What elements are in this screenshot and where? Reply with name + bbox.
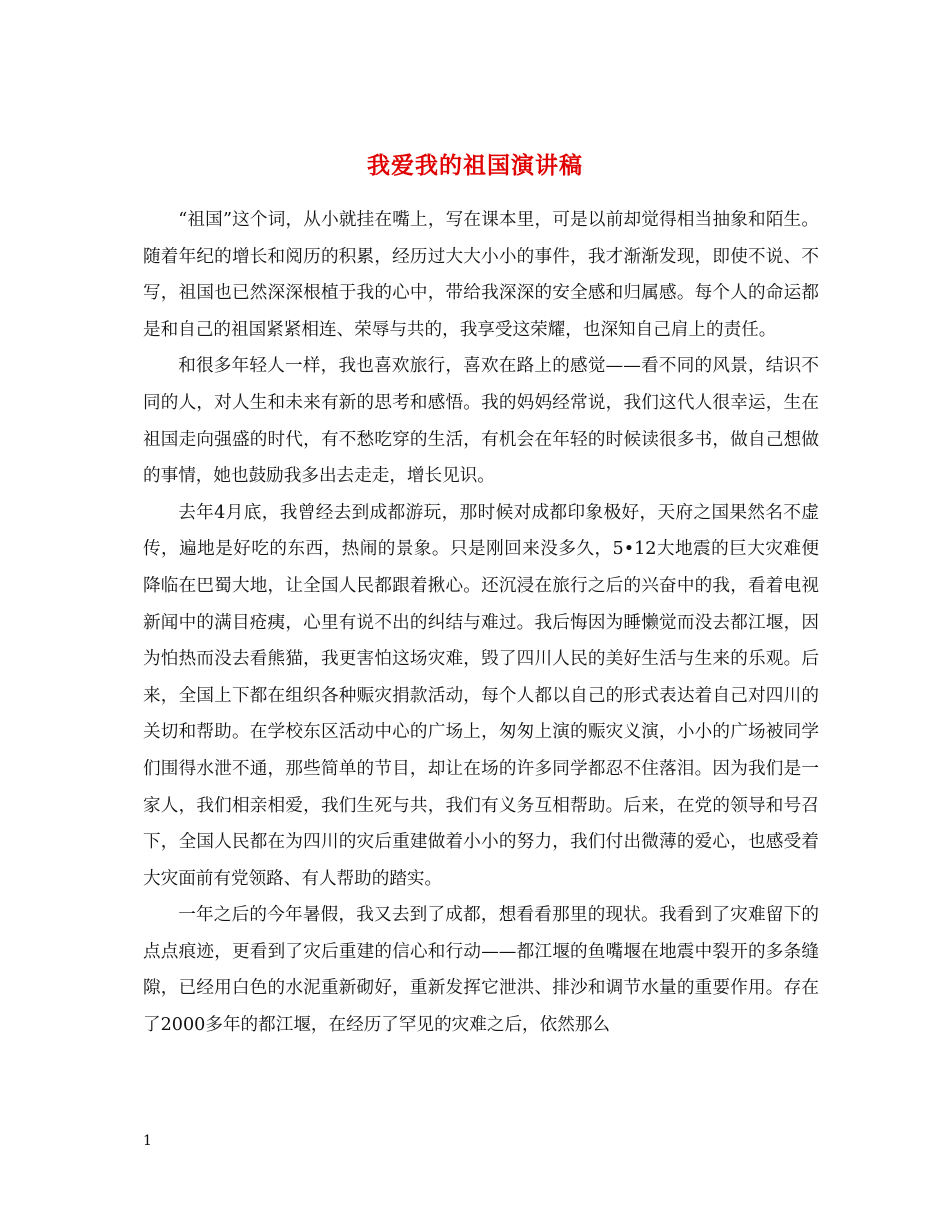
paragraph: 一年之后的今年暑假，我又去到了成都，想看看那里的现状。我看到了灾难留下的点点痕迹，更看到了灾后重建的信心和行动——都江堰的鱼嘴堰在地震中裂开的多条缝隙，已经用白色的水泥重新砌好，重新发挥它泄洪、排沙和调节水量的重要作用。存在了2000多年的都江堰，在经历了罕见的灾难之后，依然那么 (143, 905, 819, 1036)
document-title: 我爱我的祖国演讲稿 (367, 152, 583, 180)
paragraph: “祖国”这个词，从小就挂在嘴上，写在课本里，可是以前却觉得相当抽象和陌生。随着年纪的增长和阅历的积累，经历过大大小小的事件，我才渐渐发现，即使不说、不写，祖国也已然深深根植于我的心中，带给我深深的安全感和归属感。每个人的命运都是和自己的祖国紧紧相连、荣辱与共的，我享受这荣耀，也深知自己肩上的责任。 (143, 210, 819, 340)
document-body (143, 202, 819, 1044)
page-number: 1 (143, 1133, 152, 1149)
paragraph: 和很多年轻人一样，我也喜欢旅行，喜欢在路上的感觉——看不同的风景，结识不同的人，对人生和未来有新的思考和感悟。我的妈妈经常说，我们这代人很幸运，生在祖国走向强盛的时代，有不愁吃穿的生活，有机会在年轻的时候读很多书，做自己想做的事情，她也鼓励我多出去走走，增长见识。 (143, 356, 819, 487)
paragraph: 去年4月底，我曾经去到成都游玩，那时候对成都印象极好，天府之国果然名不虚传，遍地是好吃的东西，热闹的景象。只是刚回来没多久，5•12大地震的巨大灾难便降临在巴蜀大地，让全国人民都跟着揪心。还沉浸在旅行之后的兴奋中的我，看着电视新闻中的满目疮痍，心里有说不出的纠结与难过。我后悔因为睡懒觉而没去都江堰，因为怕热而没去看熊猫，我更害怕这场灾难，毁了四川人民的美好生活与生来的乐观。后来，全国上下都在组织各种赈灾捐款活动，每个人都以自己的形式表达着自己对四川的关切和帮助。在学校东区活动中心的广场上，匆匆上演的赈灾义演，小小的广场被同学们围得水泄不通，那些简单的节目，却让在场的许多同学都忍不住落泪。因为我们是一家人，我们相亲相爱，我们生死与共，我们有义务互相帮助。后来，在党的领导和号召下，全国人民都在为四川的灾后重建做着小小的努力，我们付出微薄的爱心，也感受着大灾面前有党领路、有人帮助的踏实。 (143, 502, 819, 889)
